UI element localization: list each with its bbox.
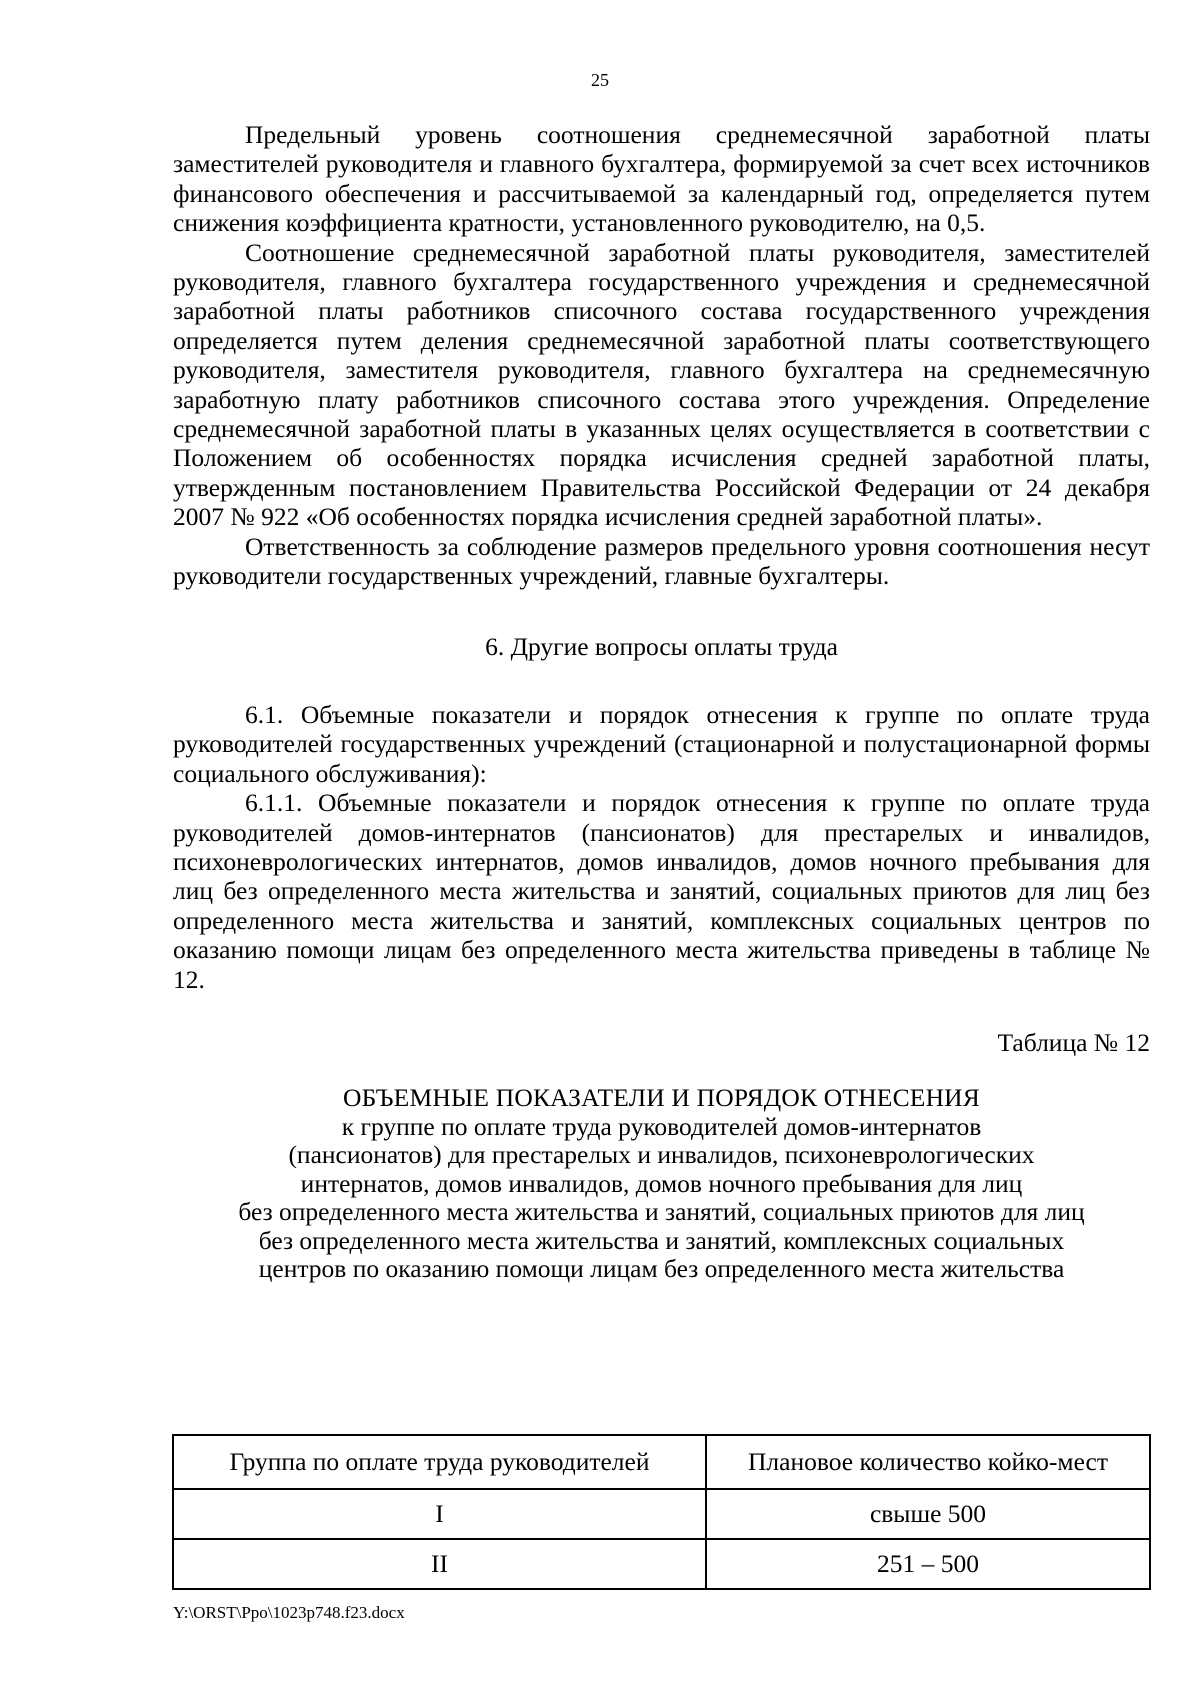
table-title-line: центров по оказанию помощи лицам без определенного места жительства	[258, 1254, 1065, 1284]
body-text	[173, 120, 1150, 1284]
paragraph-responsibility: Ответственность за соблюдение размеров предельного уровня соотношения несут руководители государственных учреждений, главные бухгалтеры.	[173, 531, 1150, 591]
table-header-cell: Группа по оплате труда руководителей	[173, 1435, 706, 1489]
section-heading: 6. Другие вопросы оплаты труда	[485, 631, 838, 661]
table-header-row	[173, 1435, 1150, 1489]
table-cell: I	[173, 1489, 706, 1539]
table-caption: Таблица № 12	[997, 1027, 1150, 1057]
table-cell: свыше 500	[706, 1489, 1150, 1539]
paragraph-6-1: 6.1. Объемные показатели и порядок отнесения к группе по оплате труда руководителей государственных учреждений (стационарной и полустационарной формы социального обслуживания):	[173, 699, 1150, 788]
table-title-line: без определенного места жительства и занятий, комплексных социальных	[258, 1225, 1065, 1255]
paragraph-salary-ratio: Соотношение среднемесячной заработной платы руководителя, заместителей руководителя, главного бухгалтера государственного учреждения и среднемесячной заработной платы работников списочного состава государственного учреждения определяется путем деления среднемесячной заработной платы соответствующего руководителя, заместителя руководителя, главного бухгалтера на среднемесячную заработную плату работников списочного состава этого учреждения. Определение среднемесячной заработной платы в указанных целях осуществляется в соответствии с Положением об особенностях порядка исчисления средней заработной платы, утвержденным постановлением Правительства Российской Федерации от 24 декабря 2007 № 922 «Об особенностях порядка исчисления средней заработной платы».	[173, 237, 1150, 532]
table-title-line: к группе по оплате труда руководителей домов-интернатов	[341, 1111, 982, 1141]
footer-file-path: Y:\ORST\Ppo\1023p748.f23.docx	[173, 1603, 405, 1622]
page-number: 25	[591, 70, 609, 90]
table-row	[173, 1489, 1150, 1539]
table-cell: II	[173, 1539, 706, 1589]
table-cell: 251 – 500	[706, 1539, 1150, 1589]
table-header-cell: Плановое количество койко-мест	[706, 1435, 1150, 1489]
paragraph-limit-level: Предельный уровень соотношения среднемесячной заработной платы заместителей руководителя и главного бухгалтера, формируемой за счет всех источников финансового обеспечения и рассчитываемой за календарный год, определяется путем снижения коэффициента кратности, установленного руководителю, на 0,5.	[173, 120, 1150, 238]
table-title-line: без определенного места жительства и занятий, социальных приютов для лиц	[238, 1197, 1085, 1227]
table-12	[172, 1434, 1151, 1590]
table-row	[173, 1539, 1150, 1589]
table-title-line: интернатов, домов инвалидов, домов ночного пребывания для лиц	[300, 1168, 1023, 1198]
table-title	[173, 1084, 1150, 1284]
paragraph-6-1-1: 6.1.1. Объемные показатели и порядок отнесения к группе по оплате труда руководителей домов-интернатов (пансионатов) для престарелых и инвалидов, психоневрологических интернатов, домов инвалидов, домов ночного пребывания для лиц без определенного места жительства и занятий, социальных приютов для лиц без определенного места жительства и занятий, комплексных социальных центров по оказанию помощи лицам без определенного места жительства приведены в таблице № 12.	[173, 788, 1150, 994]
table-title-main: ОБЪЕМНЫЕ ПОКАЗАТЕЛИ И ПОРЯДОК ОТНЕСЕНИЯ	[342, 1083, 981, 1113]
table-title-line: (пансионатов) для престарелых и инвалидов, психоневрологических	[288, 1140, 1035, 1170]
